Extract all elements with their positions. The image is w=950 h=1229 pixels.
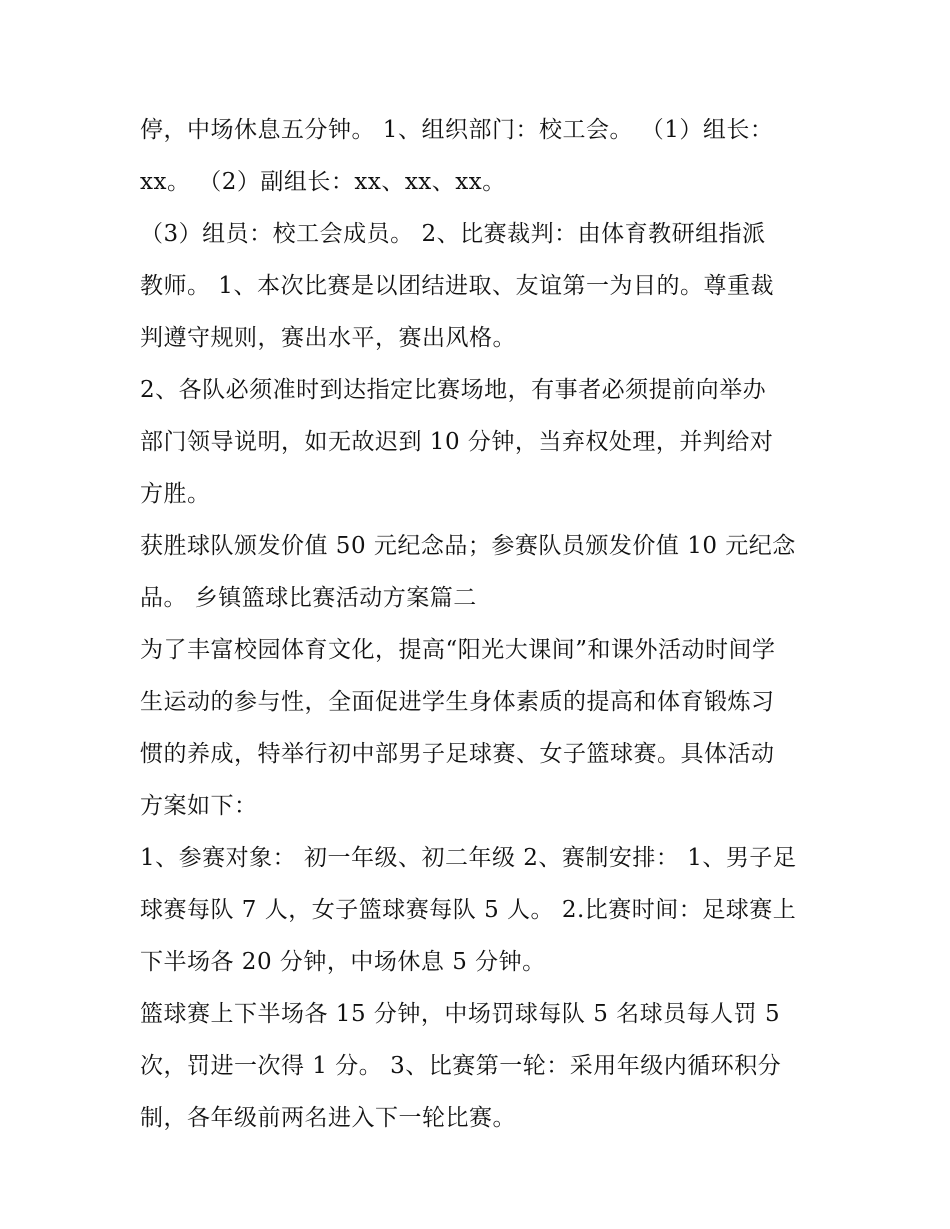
text-line: xx。 （2）副组长：xx、xx、xx。 — [140, 169, 506, 195]
text-line: 制，各年级前两名进入下一轮比赛。 — [140, 1105, 516, 1131]
text-line: 教师。 1、本次比赛是以团结进取、友谊第一为目的。尊重裁 — [140, 273, 774, 299]
text-line: 品。 乡镇篮球比赛活动方案篇二 — [140, 585, 477, 611]
text-line: 方胜。 — [140, 481, 211, 507]
text-line: 获胜球队颁发价值 50 元纪念品；参赛队员颁发价值 10 元纪念 — [140, 533, 796, 559]
text-line: 2、各队必须准时到达指定比赛场地，有事者必须提前向举办 — [140, 377, 767, 403]
document-body — [140, 104, 820, 1144]
text-line: 惯的养成，特举行初中部男子足球赛、女子篮球赛。具体活动 — [140, 741, 775, 767]
text-line: 篮球赛上下半场各 15 分钟，中场罚球每队 5 名球员每人罚 5 — [140, 1001, 781, 1027]
text-line: 部门领导说明，如无故迟到 10 分钟，当弃权处理，并判给对 — [140, 429, 774, 455]
text-line: 方案如下： — [140, 793, 258, 819]
text-line: 1、参赛对象： 初一年级、初二年级 2、赛制安排： 1、男子足 — [140, 845, 797, 871]
text-line: 判遵守规则，赛出水平，赛出风格。 — [140, 325, 516, 351]
text-line: 球赛每队 7 人，女子篮球赛每队 5 人。 2.比赛时间：足球赛上 — [140, 897, 797, 923]
text-line: 生运动的参与性，全面促进学生身体素质的提高和体育锻炼习 — [140, 689, 775, 715]
text-line: 停，中场休息五分钟。 1、组织部门：校工会。 （1）组长： — [140, 117, 774, 143]
text-line: 为了丰富校园体育文化，提高“阳光大课间”和课外活动时间学 — [140, 637, 776, 663]
text-line: 次，罚进一次得 1 分。 3、比赛第一轮：采用年级内循环积分 — [140, 1053, 782, 1079]
text-line: 下半场各 20 分钟，中场休息 5 分钟。 — [140, 949, 546, 975]
text-line: （3）组员：校工会成员。 2、比赛裁判：由体育教研组指派 — [140, 221, 766, 247]
